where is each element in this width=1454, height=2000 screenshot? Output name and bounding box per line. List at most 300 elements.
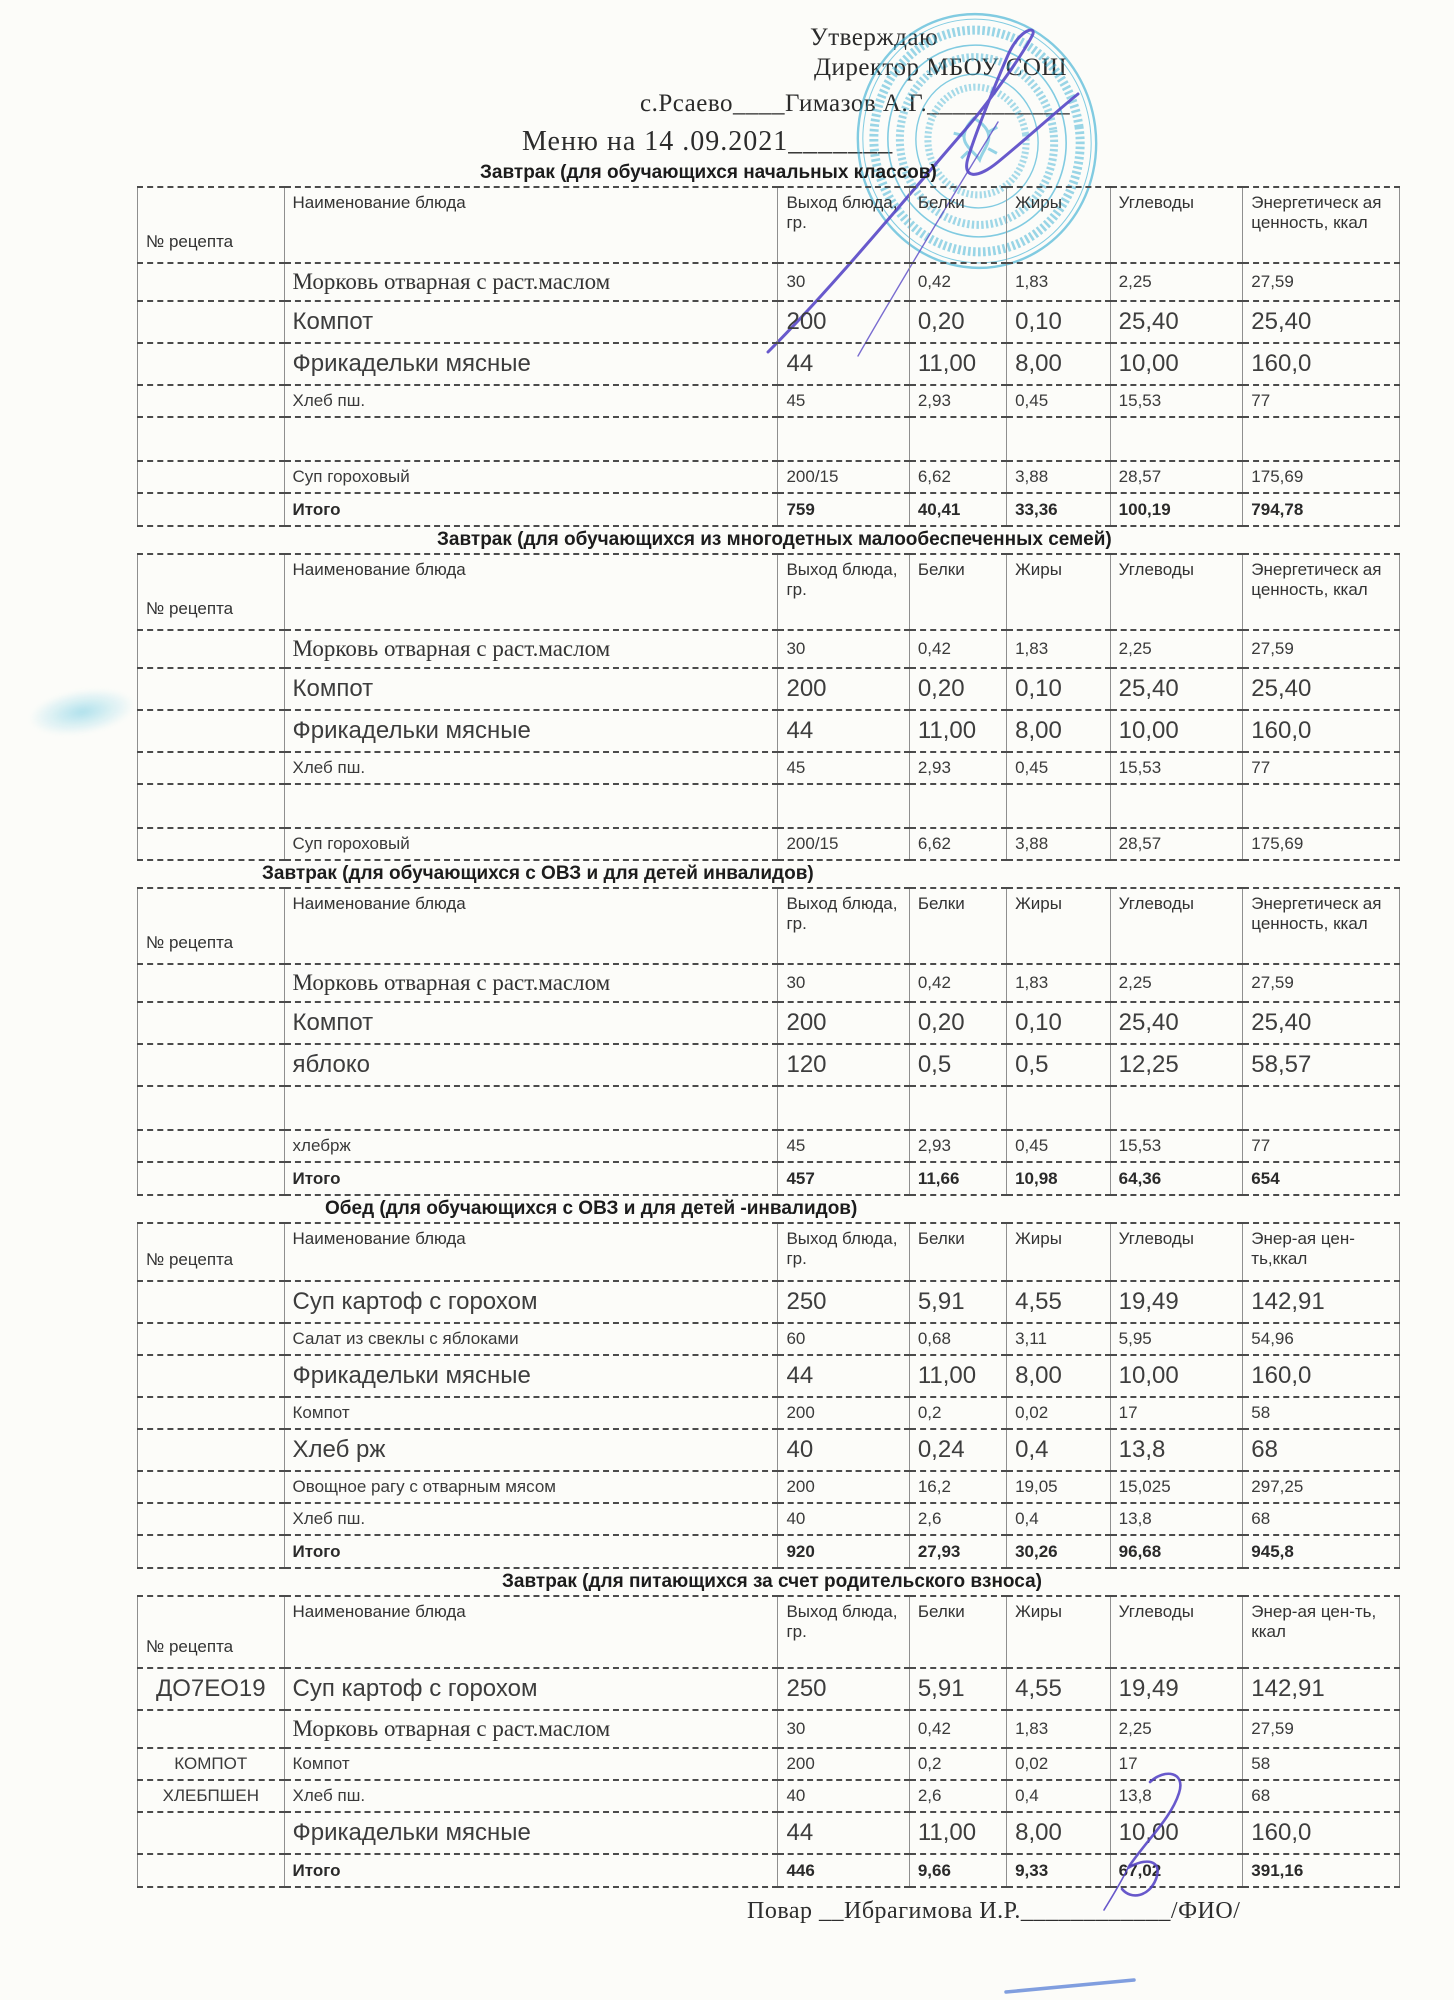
cell-carbs: 25,40 [1110,1002,1243,1044]
cell-protein: 11,00 [909,1812,1006,1854]
cell-recipe [138,1535,285,1568]
cell-recipe [138,1086,285,1130]
cell-protein: 5,91 [909,1281,1006,1323]
ink-smudge [25,682,139,742]
cell-recipe [138,263,285,301]
menu-table [137,1222,1400,1569]
cell-carbs: 10,00 [1110,1812,1243,1854]
cell-out: 200 [778,301,909,343]
cell-protein: 11,66 [909,1162,1006,1195]
cell-kcal: 68 [1243,1503,1400,1535]
cell-fat: 0,4 [1007,1780,1111,1812]
table-row [138,1812,1400,1854]
cell-protein: 0,42 [909,630,1006,668]
cell-out: 44 [778,710,909,752]
cell-out: 44 [778,1355,909,1397]
cell-protein: 2,93 [909,1130,1006,1162]
cell-out: 45 [778,385,909,417]
column-header-out: Выход блюда, гр. [778,187,909,263]
table-row [138,1748,1400,1780]
column-header-name: Наименование блюда [284,187,778,263]
cell-fat: 8,00 [1007,343,1111,385]
cell-kcal: 27,59 [1243,630,1400,668]
cell-name: Морковь отварная с раст.маслом [284,964,778,1002]
cell-name [284,417,778,461]
cell-protein: 0,24 [909,1429,1006,1471]
cell-out: 200 [778,1748,909,1780]
cell-kcal: 77 [1243,1130,1400,1162]
cell-name: Итого [284,1854,778,1887]
column-header-out: Выход блюда, гр. [778,1223,909,1281]
cell-name: Салат из свеклы с яблоками [284,1323,778,1355]
column-header-fat: Жиры [1007,888,1111,964]
cell-kcal: 25,40 [1243,301,1400,343]
cell-carbs: 13,8 [1110,1429,1243,1471]
cell-out: 60 [778,1323,909,1355]
table-row [138,828,1400,860]
menu-table [137,186,1400,527]
cell-kcal: 142,91 [1243,1668,1400,1710]
cell-kcal: 58,57 [1243,1044,1400,1086]
cell-protein: 0,42 [909,964,1006,1002]
table-row [138,417,1400,461]
cell-recipe [138,493,285,526]
cell-carbs: 10,00 [1110,710,1243,752]
cell-carbs: 5,95 [1110,1323,1243,1355]
column-header-carbs: Углеводы [1110,888,1243,964]
column-header-recipe: № рецепта [138,1223,285,1281]
cell-recipe [138,1854,285,1887]
cell-name: Компот [284,1002,778,1044]
cell-protein: 16,2 [909,1471,1006,1503]
table-row [138,1780,1400,1812]
table-row [138,493,1400,526]
column-header-carbs: Углеводы [1110,554,1243,630]
cell-recipe [138,752,285,784]
cell-carbs: 64,36 [1110,1162,1243,1195]
cell-kcal: 945,8 [1243,1535,1400,1568]
cell-out: 45 [778,752,909,784]
column-header-recipe: № рецепта [138,187,285,263]
cell-carbs: 10,00 [1110,343,1243,385]
column-header-protein: Белки [909,187,1006,263]
cell-fat: 9,33 [1007,1854,1111,1887]
cell-out: 30 [778,263,909,301]
cell-recipe: КОМПОТ [138,1748,285,1780]
column-header-name: Наименование блюда [284,1223,778,1281]
header-row [138,1223,1400,1281]
cell-name [284,784,778,828]
table-title: Завтрак (для обучающихся из многодетных малообеспеченных семей) [437,529,1112,550]
cell-carbs: 15,53 [1110,1130,1243,1162]
cell-fat: 10,98 [1007,1162,1111,1195]
cell-protein: 0,42 [909,1710,1006,1748]
menu-section [137,1569,1400,1888]
header-row [138,554,1400,630]
table-row [138,1854,1400,1887]
column-header-fat: Жиры [1007,187,1111,263]
cell-kcal [1243,1086,1400,1130]
cell-fat: 0,4 [1007,1429,1111,1471]
column-header-recipe: № рецепта [138,888,285,964]
cell-recipe [138,668,285,710]
cell-fat: 0,45 [1007,1130,1111,1162]
column-header-fat: Жиры [1007,554,1111,630]
menu-section [137,527,1400,861]
cell-fat: 1,83 [1007,630,1111,668]
table-row [138,385,1400,417]
cell-recipe [138,1471,285,1503]
cell-fat: 0,02 [1007,1748,1111,1780]
column-header-recipe: № рецепта [138,1596,285,1668]
cell-kcal: 27,59 [1243,1710,1400,1748]
column-header-protein: Белки [909,1223,1006,1281]
cell-recipe [138,461,285,493]
column-header-fat: Жиры [1007,1223,1111,1281]
table-row [138,1086,1400,1130]
cell-kcal: 175,69 [1243,461,1400,493]
cell-name: Фрикадельки мясные [284,343,778,385]
cell-kcal: 68 [1243,1780,1400,1812]
cell-out [778,784,909,828]
cell-protein: 9,66 [909,1854,1006,1887]
column-header-name: Наименование блюда [284,554,778,630]
cell-recipe [138,1044,285,1086]
cell-fat: 0,5 [1007,1044,1111,1086]
table-row [138,1503,1400,1535]
cell-fat: 8,00 [1007,1812,1111,1854]
table-row [138,1535,1400,1568]
cell-name: яблоко [284,1044,778,1086]
table-row [138,752,1400,784]
cell-name [284,1086,778,1130]
cell-recipe [138,1002,285,1044]
cell-protein: 0,20 [909,1002,1006,1044]
pen-streak [1004,1976,1136,1996]
cell-protein: 6,62 [909,461,1006,493]
cell-kcal [1243,417,1400,461]
cell-protein: 0,2 [909,1748,1006,1780]
cell-carbs: 15,53 [1110,385,1243,417]
cell-kcal: 54,96 [1243,1323,1400,1355]
cell-protein: 0,20 [909,301,1006,343]
column-header-protein: Белки [909,888,1006,964]
cell-recipe [138,417,285,461]
cell-fat: 33,36 [1007,493,1111,526]
cell-carbs: 2,25 [1110,1710,1243,1748]
cell-protein: 11,00 [909,1355,1006,1397]
column-header-name: Наименование блюда [284,888,778,964]
cell-carbs: 17 [1110,1748,1243,1780]
fio-label: /ФИО/ [1170,1898,1241,1924]
cell-carbs [1110,784,1243,828]
cell-carbs: 25,40 [1110,301,1243,343]
cell-fat: 1,83 [1007,263,1111,301]
cell-recipe [138,710,285,752]
cell-fat [1007,417,1111,461]
table-row [138,343,1400,385]
cell-out: 44 [778,343,909,385]
cell-name: Фрикадельки мясные [284,1812,778,1854]
cell-fat: 3,88 [1007,461,1111,493]
cell-name: Хлеб пш. [284,1780,778,1812]
cell-fat: 0,02 [1007,1397,1111,1429]
cell-out: 45 [778,1130,909,1162]
cell-kcal: 58 [1243,1748,1400,1780]
cell-kcal: 160,0 [1243,1355,1400,1397]
header-row [138,888,1400,964]
cell-out: 30 [778,630,909,668]
cell-out: 30 [778,1710,909,1748]
header-row [138,1596,1400,1668]
table-row [138,668,1400,710]
cell-out: 40 [778,1503,909,1535]
cell-name: Суп гороховый [284,461,778,493]
column-header-kcal: Энер-ая цен-ть,ккал [1243,1223,1400,1281]
cell-name: Суп гороховый [284,828,778,860]
cell-fat: 0,45 [1007,385,1111,417]
cell-fat: 0,10 [1007,1002,1111,1044]
cell-carbs: 19,49 [1110,1281,1243,1323]
cell-fat: 3,11 [1007,1323,1111,1355]
cell-recipe: ХЛЕБПШЕН [138,1780,285,1812]
menu-section [137,1196,1400,1569]
cell-fat: 3,88 [1007,828,1111,860]
cell-recipe [138,1130,285,1162]
table-row [138,461,1400,493]
cell-name: Итого [284,1162,778,1195]
cell-protein: 0,5 [909,1044,1006,1086]
cell-protein [909,784,1006,828]
cell-carbs: 100,19 [1110,493,1243,526]
cell-carbs [1110,417,1243,461]
cell-recipe [138,385,285,417]
cell-recipe [138,1281,285,1323]
header-row [138,187,1400,263]
cell-out: 200/15 [778,461,909,493]
table-title: Обед (для обучающихся с ОВЗ и для детей -инвалидов) [325,1198,858,1219]
cell-recipe [138,1812,285,1854]
column-header-protein: Белки [909,1596,1006,1668]
table-row [138,1162,1400,1195]
cell-carbs: 67,02 [1110,1854,1243,1887]
table-row [138,1471,1400,1503]
cell-out: 250 [778,1281,909,1323]
cell-out: 457 [778,1162,909,1195]
cell-recipe [138,630,285,668]
cell-kcal: 68 [1243,1429,1400,1471]
cell-kcal: 391,16 [1243,1854,1400,1887]
column-header-out: Выход блюда, гр. [778,1596,909,1668]
cell-recipe [138,964,285,1002]
cell-name: Компот [284,1748,778,1780]
cell-carbs: 2,25 [1110,630,1243,668]
column-header-out: Выход блюда, гр. [778,888,909,964]
column-header-kcal: Энергетическ ая ценность, ккал [1243,888,1400,964]
cell-recipe [138,1162,285,1195]
cell-fat: 1,83 [1007,1710,1111,1748]
cell-protein: 27,93 [909,1535,1006,1568]
table-row [138,710,1400,752]
cell-protein: 0,42 [909,263,1006,301]
cell-carbs: 28,57 [1110,828,1243,860]
cell-kcal: 58 [1243,1397,1400,1429]
cell-name: Итого [284,1535,778,1568]
cell-recipe [138,828,285,860]
cell-name: Компот [284,668,778,710]
table-row [138,1397,1400,1429]
table-row [138,301,1400,343]
cell-name: Морковь отварная с раст.маслом [284,630,778,668]
column-header-carbs: Углеводы [1110,1596,1243,1668]
cell-out: 30 [778,964,909,1002]
cell-out: 200 [778,1002,909,1044]
cell-protein: 6,62 [909,828,1006,860]
director-label: Директор МБОУ СОШ [814,54,1068,81]
cell-name: Фрикадельки мясные [284,710,778,752]
column-header-carbs: Углеводы [1110,187,1243,263]
cell-fat: 4,55 [1007,1668,1111,1710]
cell-fat: 0,4 [1007,1503,1111,1535]
cell-fat: 1,83 [1007,964,1111,1002]
cell-name: Хлеб пш. [284,1503,778,1535]
cell-carbs: 28,57 [1110,461,1243,493]
cell-fat: 19,05 [1007,1471,1111,1503]
cell-kcal: 25,40 [1243,1002,1400,1044]
table-row [138,263,1400,301]
cell-protein [909,417,1006,461]
cell-kcal: 297,25 [1243,1471,1400,1503]
table-row [138,784,1400,828]
menu-section [137,160,1400,527]
cell-protein: 0,2 [909,1397,1006,1429]
cell-name: Суп картоф с горохом [284,1668,778,1710]
cell-kcal: 27,59 [1243,263,1400,301]
menu-date-title: Меню на 14 .09.2021_______ [522,126,894,157]
cell-kcal: 160,0 [1243,343,1400,385]
cell-recipe [138,1710,285,1748]
menu-sections [137,160,1400,1925]
cell-protein: 2,93 [909,752,1006,784]
cell-name: Хлеб пш. [284,385,778,417]
cell-fat: 0,10 [1007,301,1111,343]
cell-carbs: 13,8 [1110,1503,1243,1535]
cell-recipe [138,1503,285,1535]
cell-carbs: 12,25 [1110,1044,1243,1086]
cell-kcal [1243,784,1400,828]
cell-name: Суп картоф с горохом [284,1281,778,1323]
column-header-name: Наименование блюда [284,1596,778,1668]
cell-kcal: 160,0 [1243,710,1400,752]
cell-carbs: 10,00 [1110,1355,1243,1397]
cell-out: 920 [778,1535,909,1568]
table-title: Завтрак (для обучающихся с ОВЗ и для детей инвалидов) [262,863,814,884]
cell-protein: 2,93 [909,385,1006,417]
menu-table [137,887,1400,1196]
menu-table [137,553,1400,861]
table-title: Завтрак (для обучающихся начальных классов) [480,162,937,183]
column-header-fat: Жиры [1007,1596,1111,1668]
menu-section [137,861,1400,1196]
table-row [138,1668,1400,1710]
cell-carbs: 19,49 [1110,1668,1243,1710]
column-header-kcal: Энер-ая цен-ть, ккал [1243,1596,1400,1668]
cell-out: 200 [778,1397,909,1429]
cell-protein: 11,00 [909,343,1006,385]
column-header-out: Выход блюда, гр. [778,554,909,630]
cell-carbs: 25,40 [1110,668,1243,710]
cell-name: Морковь отварная с раст.маслом [284,1710,778,1748]
cell-fat: 4,55 [1007,1281,1111,1323]
column-header-protein: Белки [909,554,1006,630]
column-header-carbs: Углеводы [1110,1223,1243,1281]
cook-name-label: Повар __Ибрагимова И.Р. [747,1898,1021,1924]
cell-out: 446 [778,1854,909,1887]
cell-name: хлебрж [284,1130,778,1162]
column-header-kcal: Энергетическ ая ценность, ккал [1243,187,1400,263]
cell-name: Итого [284,493,778,526]
cell-out: 200/15 [778,828,909,860]
cell-out: 120 [778,1044,909,1086]
cell-kcal: 27,59 [1243,964,1400,1002]
table-row [138,1355,1400,1397]
cell-out [778,1086,909,1130]
cell-recipe [138,784,285,828]
cell-carbs: 17 [1110,1397,1243,1429]
cell-out [778,417,909,461]
cell-out: 250 [778,1668,909,1710]
cell-protein: 0,68 [909,1323,1006,1355]
cell-fat: 30,26 [1007,1535,1111,1568]
cell-name: Морковь отварная с раст.маслом [284,263,778,301]
cell-protein: 11,00 [909,710,1006,752]
cell-protein: 0,20 [909,668,1006,710]
cell-carbs: 2,25 [1110,263,1243,301]
cell-carbs [1110,1086,1243,1130]
table-row [138,964,1400,1002]
column-header-recipe: № рецепта [138,554,285,630]
table-row [138,630,1400,668]
cook-footer-line [747,1898,1400,1925]
cell-kcal: 77 [1243,385,1400,417]
table-row [138,1323,1400,1355]
cell-carbs: 2,25 [1110,964,1243,1002]
cell-kcal: 160,0 [1243,1812,1400,1854]
table-row [138,1044,1400,1086]
cell-recipe [138,301,285,343]
cell-kcal: 175,69 [1243,828,1400,860]
cell-protein: 2,6 [909,1503,1006,1535]
cell-name: Хлеб пш. [284,752,778,784]
cell-recipe [138,343,285,385]
cell-fat: 8,00 [1007,710,1111,752]
cell-carbs: 13,8 [1110,1780,1243,1812]
cell-fat [1007,784,1111,828]
cell-fat: 0,10 [1007,668,1111,710]
cell-fat: 0,45 [1007,752,1111,784]
cell-out: 759 [778,493,909,526]
menu-table [137,1595,1400,1888]
cell-name: Компот [284,301,778,343]
table-row [138,1710,1400,1748]
cell-kcal: 794,78 [1243,493,1400,526]
cell-name: Хлеб рж [284,1429,778,1471]
cell-protein: 5,91 [909,1668,1006,1710]
cell-protein: 2,6 [909,1780,1006,1812]
cell-recipe: ДО7ЕО19 [138,1668,285,1710]
cell-kcal: 25,40 [1243,668,1400,710]
cell-kcal: 654 [1243,1162,1400,1195]
